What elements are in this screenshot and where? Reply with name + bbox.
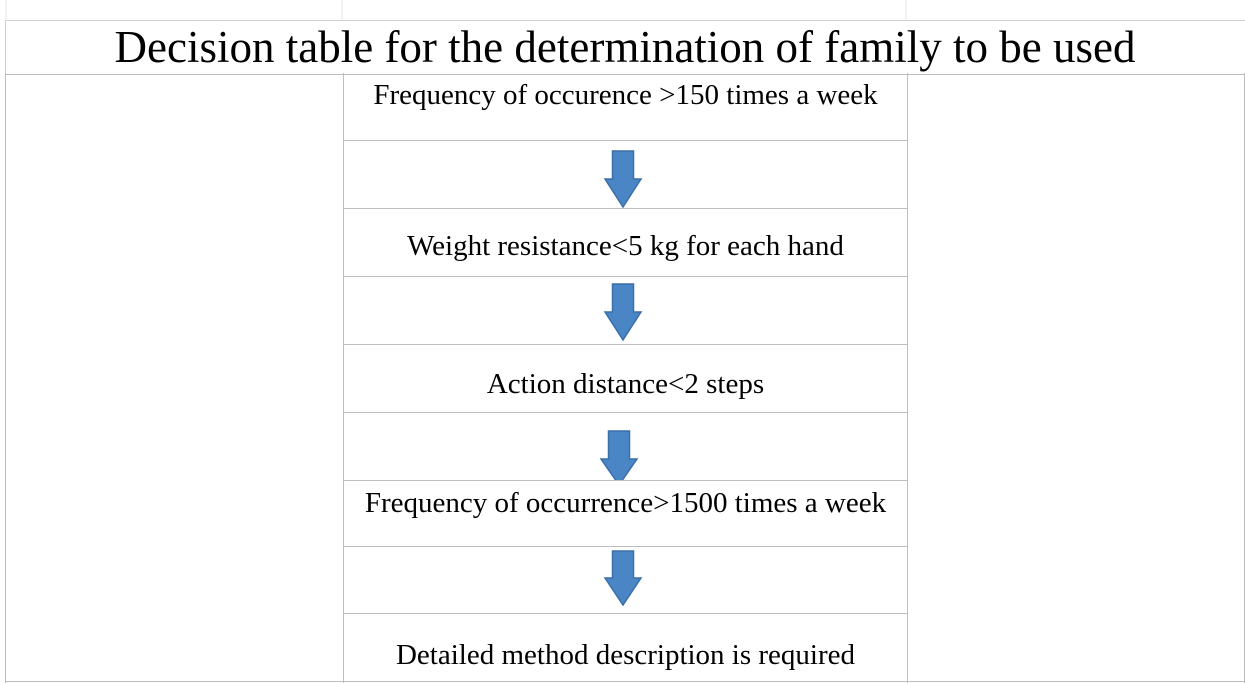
step-text: Action distance<2 steps [486, 368, 765, 400]
step-text: Weight resistance<5 kg for each hand [407, 230, 844, 262]
decision-step [344, 481, 907, 547]
arrow-row [344, 277, 907, 345]
arrow-row [344, 141, 907, 209]
arrow-row [344, 547, 907, 614]
arrow-row [344, 413, 907, 481]
decision-flow-column [343, 73, 908, 683]
decision-step [344, 345, 907, 413]
decision-step [344, 614, 907, 681]
step-text: Frequency of occurence >150 times a week [373, 79, 878, 111]
left-border [5, 73, 6, 683]
down-arrow-icon [344, 277, 907, 344]
down-arrow-icon [344, 547, 907, 613]
step-text: Frequency of occurrence>1500 times a week [364, 487, 887, 519]
decision-step [344, 73, 907, 141]
down-arrow-icon [344, 413, 907, 480]
down-arrow-icon [344, 141, 907, 208]
decision-step [344, 209, 907, 277]
step-text: Detailed method description is required [395, 639, 856, 671]
page-title: Decision table for the determination of family to be used [114, 22, 1136, 72]
